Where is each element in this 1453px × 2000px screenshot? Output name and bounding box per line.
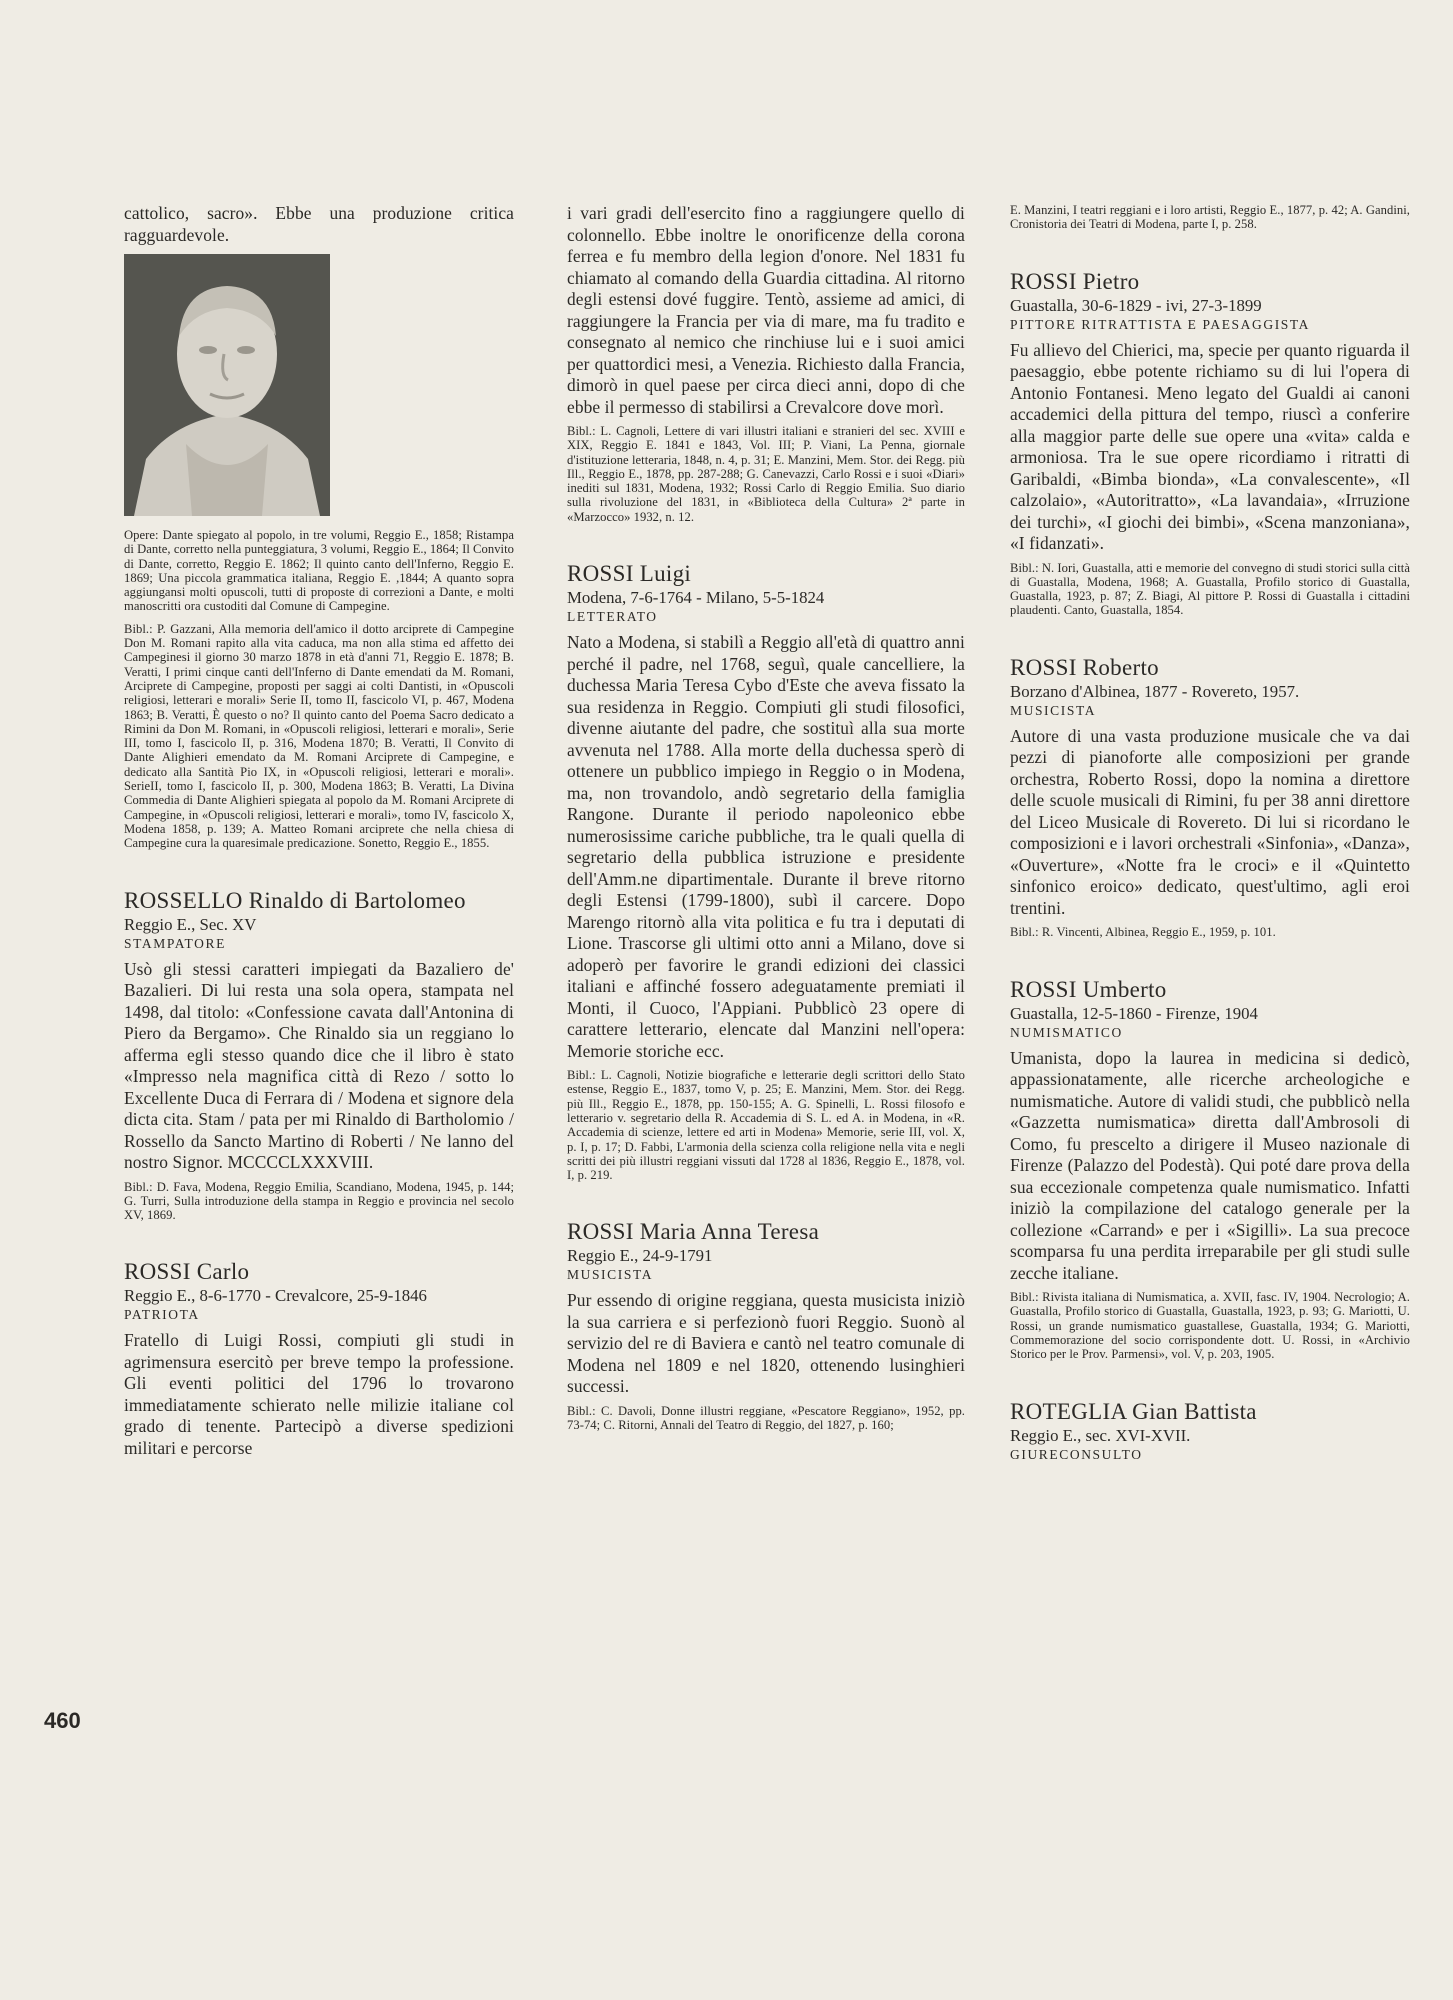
entry-text: Nato a Modena, si stabilì a Reggio all'età di quattro anni perché il padre, nel 1768, seguì, quale cancelliere, la duchessa Maria Teresa Cybo d'Este che aveva fissato la sua residenza in Reggio. Compiuti gli studi filosofici, divenne aiutante del padre, che sostituì alla sua morte avvenuta nel 1788. Alla morte della duchessa sperò di ottenere un pubblico impiego in Reggio o in Modena, ma, non trovandolo, andò segretario della famiglia Rangone. Durante il periodo napoleonico ebbe numerosissime cariche pubbliche, tra le quali quella di segretario della pubblica istruzione e presidente dell'Amm.ne dipartimentale. Durante il breve ritorno degli Estensi (1799-1800), subì il carcere. Dopo Marengo ritornò alla vita politica e fu tra i deputati di Lione. Trascorse gli ultimi otto anni a Milano, dove si adoperò per favorire le grandi edizioni dei classici italiani e affinché fossero adeguatamente premiati il Monti, il Cuoco, l'Appiani. Pubblicò 23 opere di carattere letterario, elencate dal Manzini nell'opera: Memorie storiche ecc.	[567, 632, 965, 1061]
entry-place-dates: Borzano d'Albinea, 1877 - Rovereto, 1957.	[1010, 681, 1300, 701]
col2-continuation-text: i vari gradi dell'esercito fino a raggiungere quello di colonnello. Ebbe inoltre le onorificenze della corona ferrea e fu membro della legion d'onore. Nel 1831 fu chiamato al comando della Guardia cittadina. Al ritorno degli estensi dové fuggire. Tentò, assieme ad amici, di raggiungere la Francia per via di mare, ma fu tradito e consegnato al nemico che rinchiuse lui e i suoi amici per quattordici mesi, a Venezia. Richiesto dalla Francia, dimorò in quel paese per circa dieci anni, dopo di che ebbe il permesso di stabilirsi a Crevalcore dove morì.	[567, 203, 965, 417]
entry-bibl: Bibl.: Rivista italiana di Numismatica, a. XVII, fasc. IV, 1904. Necrologio; A. Guastalla, Profilo storico di Guastalla, Guastalla, 1923, p. 93; G. Mariotti, U. Rossi, un grande numismatico guastallese, Guastalla, 1934; G. Mariotti, Commemorazione del socio corrispondente dott. U. Rossi, in «Archivio Storico per le Prov. Parmensi», vol. V, p. 203, 1905.	[1010, 1290, 1410, 1362]
entry-bibl: Bibl.: C. Davoli, Donne illustri reggiane, «Pescatore Reggiano», 1952, pp. 73-74; C. Ritorni, Annali del Teatro di Reggio, del 1827, p. 160;	[567, 1403, 965, 1433]
entry-rossi-carlo	[124, 1258, 514, 1459]
entry-profession: MUSICISTA	[1010, 702, 1097, 718]
entry-profession: GIURECONSULTO	[1010, 1446, 1143, 1462]
entry-profession: STAMPATORE	[124, 935, 226, 951]
entry-profession: NUMISMATICO	[1010, 1024, 1123, 1040]
entry-name: ROSSI Pietro	[1010, 268, 1140, 294]
entry-name: ROSSI Maria Anna Teresa	[567, 1219, 820, 1245]
entry-place-dates: Reggio E., 8-6-1770 - Crevalcore, 25-9-1846	[124, 1286, 427, 1306]
portrait-bust-photo	[124, 254, 330, 516]
entry-place-dates: Guastalla, 30-6-1829 - ivi, 27-3-1899	[1010, 295, 1262, 315]
col2-bibl-text: Bibl.: L. Cagnoli, Lettere di vari illustri italiani e stranieri del sec. XVIII e XIX, Reggio E. 1841 e 1843, Vol. III; P. Viani, La Penna, giornale d'istituzione letteraria, 1848, n. 4, p. 31; E. Manzini, Mem. Stor. dei Regg. più Ill., Reggio E., 1878, pp. 287-288; G. Canevazzi, Carlo Rossi e i suoi «Diari» inediti sul 1831, Modena, 1932; Rossi Carlo di Reggio Emilia. Suo diario sulla rivoluzione del 1831, in «Biblioteca della Cultura» 2ª parte in «Marzocco» 1932, n. 12.	[567, 424, 965, 524]
entry-name: ROSSI Umberto	[1010, 976, 1167, 1002]
entry-place-dates: Modena, 7-6-1764 - Milano, 5-5-1824	[567, 588, 825, 608]
entry-name: ROSSELLO Rinaldo di Bartolomeo	[124, 887, 466, 913]
entry-rossello-rinaldo	[124, 887, 514, 1223]
entry-text: Autore di una vasta produzione musicale che va dai pezzi di pianoforte alle composizioni per grande orchestra, Roberto Rossi, dopo la nomina a direttore delle scuole musicali di Rimini, fu per 38 anni direttore del Liceo Musicale di Rovereto. Di lui si ricordano le composizioni e i lavori orchestrali «Sinfonia», «Danza», «Ouverture», «Notte fra le croci» e il «Quintetto sinfonico eroico» dedicato, quest'ultimo, agli eroi trentini.	[1010, 725, 1410, 918]
col1-opere-text: Opere: Dante spiegato al popolo, in tre volumi, Reggio E., 1858; Ristampa di Dante, corretto nella punteggiatura, 3 volumi, Reggio E., 1864; Il Convito di Dante, corretto, Reggio E. 1862; Il quinto canto dell'Inferno, Reggio E. 1869; Una piccola grammatica italiana, Reggio E. ,1844; A quanto sopra aggiungansi molti opuscoli, tutti di proposte di correzioni a Dante, e molti manoscritti ora custoditi dal Comune di Campegine.	[124, 528, 514, 614]
entry-name: ROSSI Carlo	[124, 1259, 250, 1285]
bust-figure-icon	[124, 254, 330, 516]
entry-bibl: Bibl.: D. Fava, Modena, Reggio Emilia, Scandiano, Modena, 1945, p. 144; G. Turri, Sulla introduzione della stampa in Reggio e provincia nel secolo XV, 1869.	[124, 1179, 514, 1223]
entry-rossi-roberto	[1010, 654, 1410, 940]
entry-place-dates: Guastalla, 12-5-1860 - Firenze, 1904	[1010, 1003, 1258, 1023]
entry-name: ROTEGLIA Gian Battista	[1010, 1398, 1257, 1424]
entry-rossi-maria-anna-teresa	[567, 1218, 965, 1432]
column-left	[124, 203, 514, 1465]
entry-bibl: Bibl.: N. Iori, Guastalla, atti e memorie del convegno di studi storici sulla città di Guastalla, Modena, 1968; A. Guastalla, Profilo storico di Guastalla, Guastalla, 1923, p. 87; Z. Biagi, Al pittore P. Rossi di Guastalla i cittadini plaudenti. Canto, Guastalla, 1854.	[1010, 560, 1410, 618]
col1-bibl-text: Bibl.: P. Gazzani, Alla memoria dell'amico il dotto arciprete di Campegine Don M. Romani rapito alla vita caduca, ma non alla stima ed affetto dei Campeginesi il giorno 30 marzo 1878 in età d'anni 71, Reggio E. 1878; B. Veratti, I primi cinque canti dell'Inferno di Dante emendati da M. Romani, Arciprete di Campegine, proposti per saggi ai colti Dantisti, in «Opuscoli religiosi, letterari e morali» Serie II, tomo II, fascicolo VI, p. 467, Modena 1863; B. Veratti, È questo o no? Il quinto canto del Poema Sacro dedicato a Rimini da Don M. Romani, in «Opuscoli religiosi, letterari e morali», Serie III, tomo I, fascicolo II, p. 316, Modena 1870; B. Veratti, Il Convito di Dante Alighieri emendato da M. Romani Arciprete di Campegine, e dedicato alla Santità Pio IX, in «Opuscoli religiosi, letterari e morali». SerieII, tomo I, fascicolo II, p. 300, Modena 1863; B. Veratti, La Divina Commedia di Dante Alighieri spiegata al popolo da M. Romani Arciprete di Campegine, in «Opuscoli religiosi, letterari e morali», tomo IV, fascicolo X, Modena 1858, p. 139; A. Matteo Romani arciprete che nella chiesa di Campegine cura la quaresimale predicazione. Sonetto, Reggio E., 1855.	[124, 621, 514, 851]
entry-text: Umanista, dopo la laurea in medicina si dedicò, appassionatamente, alle ricerche archeologiche e numismatiche. Autore di validi studi, che pubblicò nella «Gazzetta numismatica» diretta dall'Ambrosoli di Como, fu prescelto a dirigere il Museo nazionale di Firenze (Palazzo del Podestà). Qui poté dare prova della sua eccezionale competenza quale numismatico. Infatti iniziò la compilazione del catalogo generale per la collezione «Carrand» e per i «Sigilli». La sua precoce scomparsa fu una perdita irreparabile per gli studi sulle zecche italiane.	[1010, 1047, 1410, 1283]
entry-name: ROSSI Roberto	[1010, 654, 1159, 680]
col3-continuation-bibl: E. Manzini, I teatri reggiani e i loro artisti, Reggio E., 1877, p. 42; A. Gandini, Cronistoria dei Teatri di Modena, parte I, p. 258.	[1010, 203, 1410, 232]
column-middle	[567, 203, 965, 1433]
entry-text: Pur essendo di origine reggiana, questa musicista iniziò la sua carriera e si perfezionò fuori Reggio. Suonò al servizio del re di Baviera e cantò nel teatro comunale di Modena nel 1809 e nel 1820, ottenendo lusinghieri successi.	[567, 1290, 965, 1397]
entry-place-dates: Reggio E., sec. XVI-XVII.	[1010, 1425, 1191, 1445]
entry-bibl: Bibl.: L. Cagnoli, Notizie biografiche e letterarie degli scrittori dello Stato estense, Reggio E., 1837, tomo V, p. 25; E. Manzini, Mem. Stor. dei Regg. più Ill., Reggio E., 1878, pp. 150-155; A. G. Spinelli, L. Rossi filosofo e letterario v. segretario della R. Accademia di S. L. ed A. in Modena, in «R. Accademia di scienze, lettere ed arti in Modena» Memorie, serie III, vol. X, p. I, p. 17; D. Fabbi, L'armonia della scienza colla religione nella vita e negli scritti dei più illustri reggiani vissuti dal 1728 al 1836, Reggio E., 1878, vol. I, p. 219.	[567, 1068, 965, 1183]
column-right	[1010, 203, 1410, 1470]
page-number: 460	[44, 1708, 81, 1733]
entry-text: Fratello di Luigi Rossi, compiuti gli studi in agrimensura esercitò per breve tempo la professione. Gli eventi politici del 1796 lo trovarono immediatamente schierato nelle milizie italiane col grado di tenente. Partecipò a diverse spedizioni militari e percorse	[124, 1330, 514, 1458]
entry-profession: PITTORE RITRATTISTA E PAESAGGISTA	[1010, 316, 1311, 332]
entry-bibl: Bibl.: R. Vincenti, Albinea, Reggio E., 1959, p. 101.	[1010, 925, 1276, 940]
entry-text: Usò gli stessi caratteri impiegati da Bazaliero de' Bazalieri. Di lui resta una sola opera, stampata nel 1498, dal titolo: «Confessione cavata dall'Antonina di Piero da Bergamo». Che Rinaldo sia un reggiano lo afferma egli stesso quando dice che il libro è stato «Impresso nela magnifica città di Rezo / sotto lo Excellente Duca di Ferrara di / Modena et signore dela dicta cita. Stam / pata per mi Rinaldo di Bartholomio / Rossello da Sancto Martino di Roberti / Ne lanno del nostro Signor. MCCCCLXXXVIII.	[124, 958, 514, 1173]
entry-profession: PATRIOTA	[124, 1307, 200, 1323]
entry-rossi-umberto	[1010, 976, 1410, 1362]
entry-profession: MUSICISTA	[567, 1267, 654, 1283]
entry-place-dates: Reggio E., 24-9-1791	[567, 1246, 713, 1266]
entry-name: ROSSI Luigi	[567, 561, 692, 587]
entry-text: Fu allievo del Chierici, ma, specie per quanto riguarda il paesaggio, ebbe potente richiamo su di lui l'opera di Antonio Fontanesi. Meno legato del Gualdi ai canoni accademici della pittura del tempo, riuscì a conferire alla maggior parte delle sue opere una «vita» calda e armoniosa. Tra le sue opere ricordiamo i ritratti di Garibaldi, «Bimba bionda», «La convalescente», «Il calzolaio», «Autoritratto», «La lavandaia», «Irruzione dei turchi», «I giochi dei bimbi», «Scena manzoniana», «I fidanzati».	[1010, 339, 1410, 554]
entry-rossi-luigi	[567, 560, 965, 1182]
entry-rossi-pietro	[1010, 268, 1410, 618]
entry-roteglia-gian-battista	[1010, 1398, 1410, 1463]
entry-place-dates: Reggio E., Sec. XV	[124, 914, 257, 934]
col1-intro-text: cattolico, sacro». Ebbe una produzione critica ragguardevole.	[124, 203, 514, 245]
entry-profession: LETTERATO	[567, 609, 658, 625]
